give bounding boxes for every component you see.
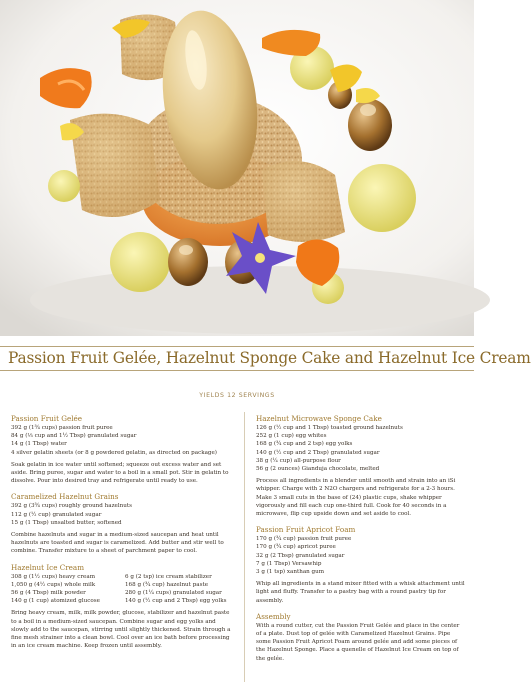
icecream-title: Hazelnut Ice Cream [11, 562, 85, 572]
right-column [256, 414, 466, 663]
sponge-method: Process all ingredients in a blender until smooth and strain into an iSi whipper. Charge with 2 N2O chargers and refrigerate for a 2-3 hours. Make 3 small cuts in the base of (24) plastic cups, shake whipper vigorously and fill each cup one-third full. Cook for 40 seconds in a microwave, flip cup upside down and set aside to cool. [256, 478, 456, 518]
ingredient-line: 84 g (⅓ cup and 1½ Tbsp) granulated sugar [11, 433, 137, 440]
ingredient-line: 112 g (½ cup) granulated sugar [11, 511, 102, 518]
ingredient-line: 392 g (3¾ cups) roughly ground hazelnuts [11, 503, 132, 510]
icecream-method: Bring heavy cream, milk, milk powder, glucose, stabilizer and hazelnut paste to a boil in a medium-sized saucepan. Combine sugar and egg yolks and slowly add to the saucepan, stirring until slightly thickened. Strain through a fine mesh strainer into a clean bowl. Cool over an ice bath before processing in an ice cream machine. Keep frozen until assembly. [11, 610, 231, 650]
gelee-method: Soak gelatin in ice water until softened; squeeze out excess water and set aside. Bring puree, sugar and water to a boil in a small pot. Stir in gelatin to dissolve. Pour into desired tray and refrigerate until ready to use. [11, 461, 229, 485]
left-column [11, 414, 233, 650]
ingredient-line: 56 g (2 ounces) Gianduja chocolate, melted [256, 466, 380, 473]
recipe-title: Passion Fruit Gelée, Hazelnut Sponge Cake and Hazelnut Ice Cream [8, 349, 531, 367]
foam-method: Whip all ingredients in a stand mixer fitted with a whisk attachment until light and fluffy. Transfer to a pastry bag with a round pastry tip for assembly. [256, 581, 465, 604]
grains-title: Caramelized Hazelnut Grains [11, 492, 119, 502]
ingredient-line: 168 g (¾ cup) hazelnut paste [125, 581, 209, 588]
ingredient-line: 15 g (1 Tbsp) unsalted butter, softened [11, 519, 122, 526]
ingredient-line: 140 g (1 cup) atomized glucose [11, 598, 100, 605]
ingredient-line: 308 g (1½ cups) heavy cream [11, 573, 96, 580]
icecream-ingredients [11, 573, 233, 606]
grains-section [11, 492, 233, 555]
column-divider [244, 412, 245, 682]
ingredient-line: 38 g (¼ cup) all-purpose flour [256, 457, 341, 464]
icecream-section [11, 563, 233, 651]
yields-label: YIELDS 12 SERVINGS [199, 392, 275, 399]
assembly-method: With a round cutter, cut the Passion Fruit Gelée and place in the center of a plate. Dust top of gelée with Caramelized Hazelnut Grains. Pipe some Passion Fruit Apricot Foam around gelée and add some pieces of the Hazelnut Sponge. Place a quenelle of Hazelnut Ice Cream on top of the gelée. [256, 622, 460, 662]
dessert-photo [0, 0, 474, 336]
sponge-title: Hazelnut Microwave Sponge Cake [256, 414, 382, 423]
ingredient-line: 14 g (1 Tbsp) water [11, 441, 67, 448]
ingredient-line: 280 g (1¼ cups) granulated sugar [125, 590, 222, 597]
ingredient-line: 6 g (2 tsp) ice cream stabilizer [125, 573, 212, 580]
gelee-title: Passion Fruit Gelée [11, 414, 83, 423]
grains-method: Combine hazelnuts and sugar in a medium-sized saucepan and heat until hazelnuts are toasted and sugar is caramelized. Add butter and stir well to combine. Transfer mixture to a sheet of parchment paper to cool. [11, 532, 224, 555]
foam-section [256, 525, 466, 605]
ingredient-line: 392 g (1¾ cups) passion fruit puree [11, 425, 113, 431]
ingredient-line: 4 silver gelatin sheets (or 8 g powdered gelatin, as directed on package) [11, 449, 217, 456]
ingredient-line: 170 g (¾ cup) passion fruit puree [256, 536, 352, 543]
ingredient-line: 140 g (½ cup and 2 Tbsp) egg yolks [125, 598, 227, 605]
ingredient-line: 140 g (½ cup and 2 Tbsp) granulated sugar [256, 449, 380, 456]
foam-title: Passion Fruit Apricot Foam [256, 525, 356, 535]
gelee-section [11, 414, 233, 485]
ingredient-line: 7 g (1 Tbsp) Versawhip [256, 560, 322, 567]
ingredient-line: 32 g (2 Tbsp) granulated sugar [256, 552, 345, 559]
ingredient-line: 252 g (1 cup) egg whites [256, 433, 327, 440]
ingredient-line: 3 g (1 tsp) xanthan gum [256, 569, 325, 576]
sponge-section [256, 414, 466, 518]
assembly-section [256, 612, 466, 663]
title-rule-top [0, 346, 474, 347]
dessert-illustration [0, 0, 474, 336]
assembly-title: Assembly [256, 611, 291, 621]
ingredient-line: 56 g (4 Tbsp) milk powder [11, 590, 86, 597]
ingredient-line: 170 g (¾ cup) apricot puree [256, 544, 336, 551]
title-rule-bottom [0, 370, 474, 371]
ingredient-line: 126 g (½ cup and 1 Tbsp) toasted ground hazelnuts [256, 425, 403, 431]
ingredient-line: 1,050 g (4½ cups) whole milk [11, 581, 96, 588]
ingredient-line: 168 g (¾ cup and 2 tsp) egg yolks [256, 441, 353, 448]
